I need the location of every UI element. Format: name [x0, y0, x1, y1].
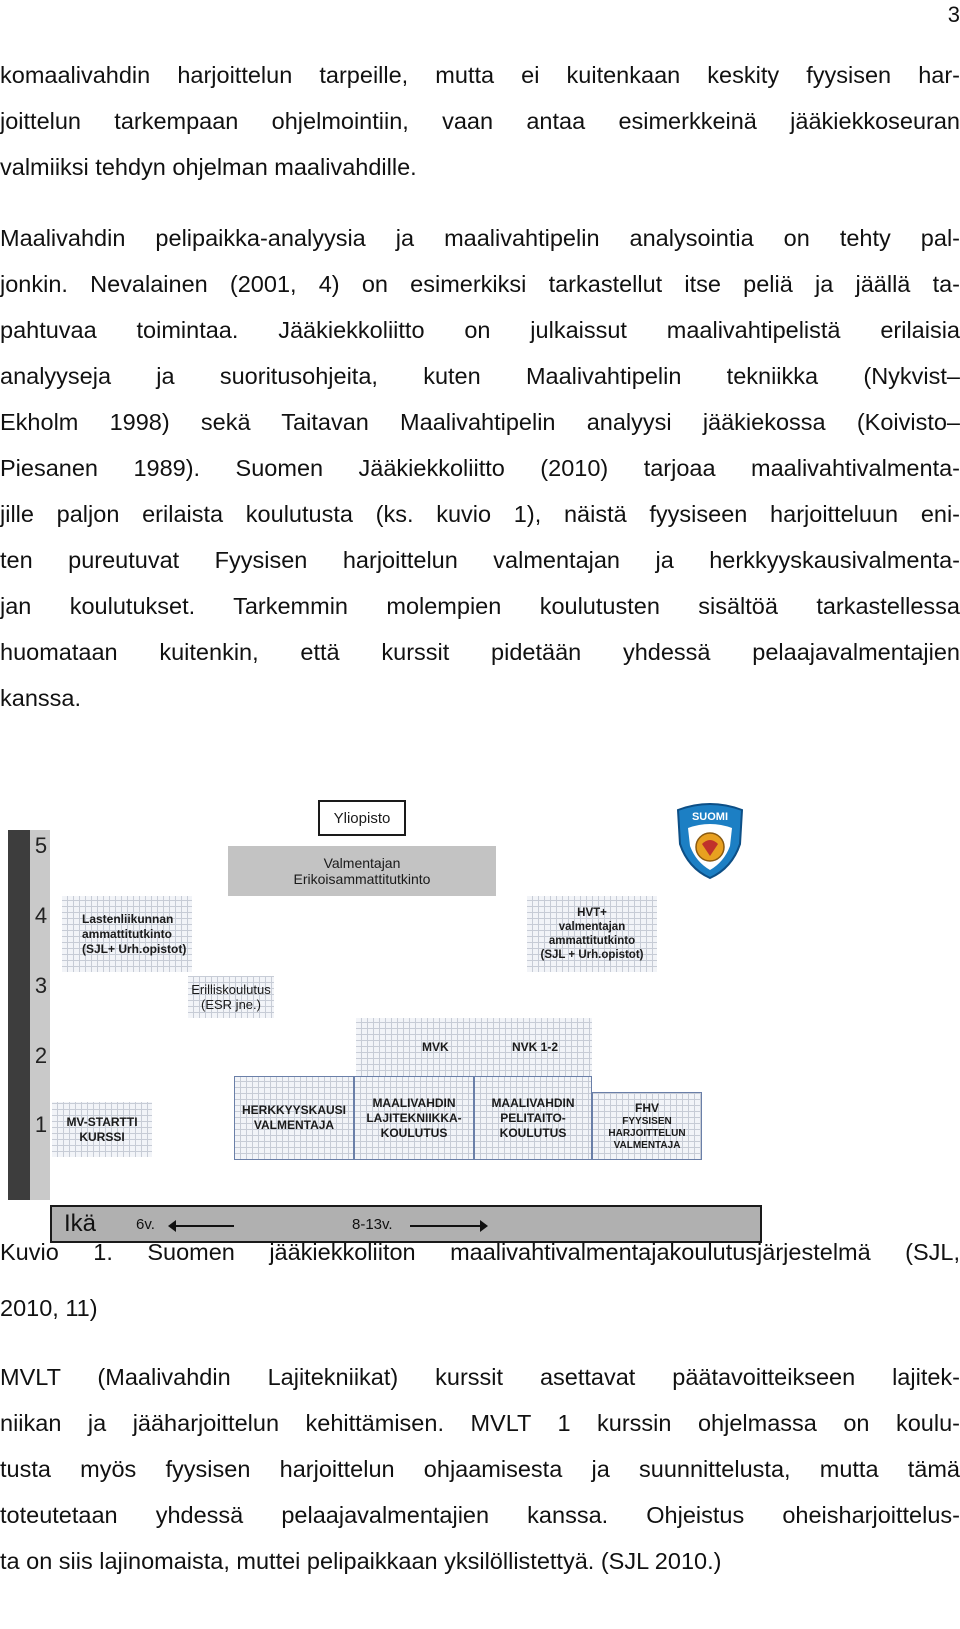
box-label: LAJITEKNIIKKA- — [366, 1110, 462, 1125]
text-line: pahtuvaa toimintaa. Jääkiekkoliitto on julkaissut maalivahtipelistä erilaisia — [0, 317, 960, 343]
level-axis-bar — [8, 830, 30, 1200]
box-label: VALMENTAJA — [253, 1118, 335, 1132]
text-line: analyyseja ja suoritusohjeita, kuten Maalivahtipelin tekniikka (Nykvist– — [0, 363, 960, 389]
age-label: Ikä — [64, 1210, 97, 1237]
box-label: FHV — [635, 1101, 659, 1115]
logo-text: SUOMI — [691, 811, 729, 823]
box-label: (SJL+ Urh.opistot) — [82, 941, 187, 956]
nvk-box — [476, 1018, 594, 1076]
box-label: valmentajan — [558, 921, 626, 933]
page-number: 3 — [947, 2, 960, 27]
text-line: valmiiksi tehdyn ohjelman maalivahdille. — [0, 154, 417, 180]
text-line: niikan ja jääharjoittelun kehittämisen. MVLT 1 kurssin ohjelmassa on koulu- — [0, 1410, 960, 1436]
box-label: KOULUTUS — [380, 1125, 448, 1140]
lastenliikunnan-box — [62, 896, 192, 972]
age-range-label: 8-13v. — [352, 1216, 393, 1233]
box-label: VALMENTAJA — [613, 1140, 681, 1151]
level-scale — [30, 830, 50, 1200]
text-line: Piesanen 1989). Suomen Jääkiekkoliitto (2010) tarjoaa maalivahtivalmenta- — [0, 455, 960, 481]
box-label: Erikoisammattitutkinto — [293, 871, 431, 887]
age-start-label: 6v. — [136, 1216, 155, 1233]
mv-startti-box — [52, 1102, 152, 1157]
hvt-box — [527, 896, 657, 972]
text-line: MVLT (Maalivahdin Lajitekniikat) kurssit asettavat päätavoitteikseen lajitek- — [0, 1364, 960, 1390]
box-label: MAALIVAHDIN — [491, 1095, 575, 1110]
text-line: tusta myös fyysisen harjoittelun ohjaamisesta ja suunnittelusta, mutta tämä — [0, 1456, 960, 1482]
box-label: Valmentajan — [323, 855, 401, 871]
level-number: 4 — [34, 903, 48, 928]
box-label: ammattitutkinto — [82, 926, 172, 941]
text-line: toteutetaan yhdessä pelaajavalmentajien kanssa. Ohjeistus oheisharjoittelus- — [0, 1502, 960, 1528]
text-line: huomataan kuitenkin, että kurssit pidetään yhdessä pelaajavalmentajien — [0, 639, 960, 665]
text-line: kanssa. — [0, 685, 81, 711]
level-number: 1 — [34, 1112, 48, 1137]
fhv-box — [592, 1092, 702, 1160]
yliopisto-box — [318, 800, 406, 836]
pelitaito-box — [474, 1076, 592, 1160]
suomi-logo-icon — [670, 800, 750, 880]
box-label: ammattitutkinto — [548, 935, 636, 947]
box-label: KOULUTUS — [499, 1125, 567, 1140]
arrow-right-icon — [410, 1225, 480, 1227]
box-label: (ESR jne.) — [201, 997, 261, 1012]
box-label: Erilliskoulutus — [191, 982, 271, 997]
box-label: PELITAITO- — [500, 1110, 566, 1125]
box-label: HVT+ — [577, 907, 607, 919]
herkkyyskausi-box — [234, 1076, 354, 1160]
text-line: Maalivahdin pelipaikka-analyysia ja maalivahtipelin analysointia on tehty pal- — [0, 225, 960, 251]
caption-line: Kuvio 1. Suomen jääkiekkoliiton maalivahtivalmentajakoulutusjärjestelmä (SJL, — [0, 1239, 960, 1265]
text-line: ten pureutuvat Fyysisen harjoittelun valmentajan ja herkkyyskausivalmenta- — [0, 547, 960, 573]
caption-line: 2010, 11) — [0, 1295, 98, 1321]
level-number: 2 — [34, 1043, 48, 1068]
text-line: jille paljon erilaista koulutusta (ks. kuvio 1), näistä fyysiseen harjoitteluun eni- — [0, 501, 960, 527]
box-label: FYYSISEN — [622, 1116, 672, 1127]
text-line: jonkin. Nevalainen (2001, 4) on esimerkiksi tarkastellut itse peliä ja jäällä ta- — [0, 271, 960, 297]
level-number: 3 — [34, 973, 48, 998]
text-line: komaalivahdin harjoittelun tarpeille, mutta ei kuitenkaan keskity fyysisen har- — [0, 62, 960, 88]
box-label: Lastenliikunnan — [82, 911, 174, 926]
box-label: HERKKYYSKAUSI — [241, 1103, 346, 1117]
box-label: (SJL + Urh.opistot) — [540, 949, 644, 961]
level-number: 5 — [34, 833, 48, 858]
text-line: ta on siis lajinomaista, muttei pelipaikkaan yksilöllistettyä. (SJL 2010.) — [0, 1548, 722, 1574]
arrow-left-icon — [176, 1225, 234, 1227]
valmentajan-box — [228, 846, 496, 896]
box-label: HARJOITTELUN — [608, 1128, 686, 1139]
box-label: NVK 1-2 — [511, 1039, 558, 1054]
text-line: jan koulutukset. Tarkemmin molempien koulutusten sisältöä tarkastellessa — [0, 593, 960, 619]
box-label: MV-STARTTI — [66, 1114, 138, 1129]
box-label: MAALIVAHDIN — [372, 1095, 456, 1110]
box-label: Yliopisto — [333, 809, 391, 827]
erilliskoulutus-box — [188, 976, 274, 1018]
lajitekniikka-box — [354, 1076, 474, 1160]
box-label: MVK — [422, 1039, 449, 1054]
text-line: Ekholm 1998) sekä Taitavan Maalivahtipelin analyysi jääkiekossa (Koivisto– — [0, 409, 960, 435]
training-system-figure — [0, 800, 960, 1250]
box-label: KURSSI — [79, 1129, 125, 1144]
text-line: joittelun tarkempaan ohjelmointiin, vaan antaa esimerkkeinä jääkiekkoseuran — [0, 108, 960, 134]
